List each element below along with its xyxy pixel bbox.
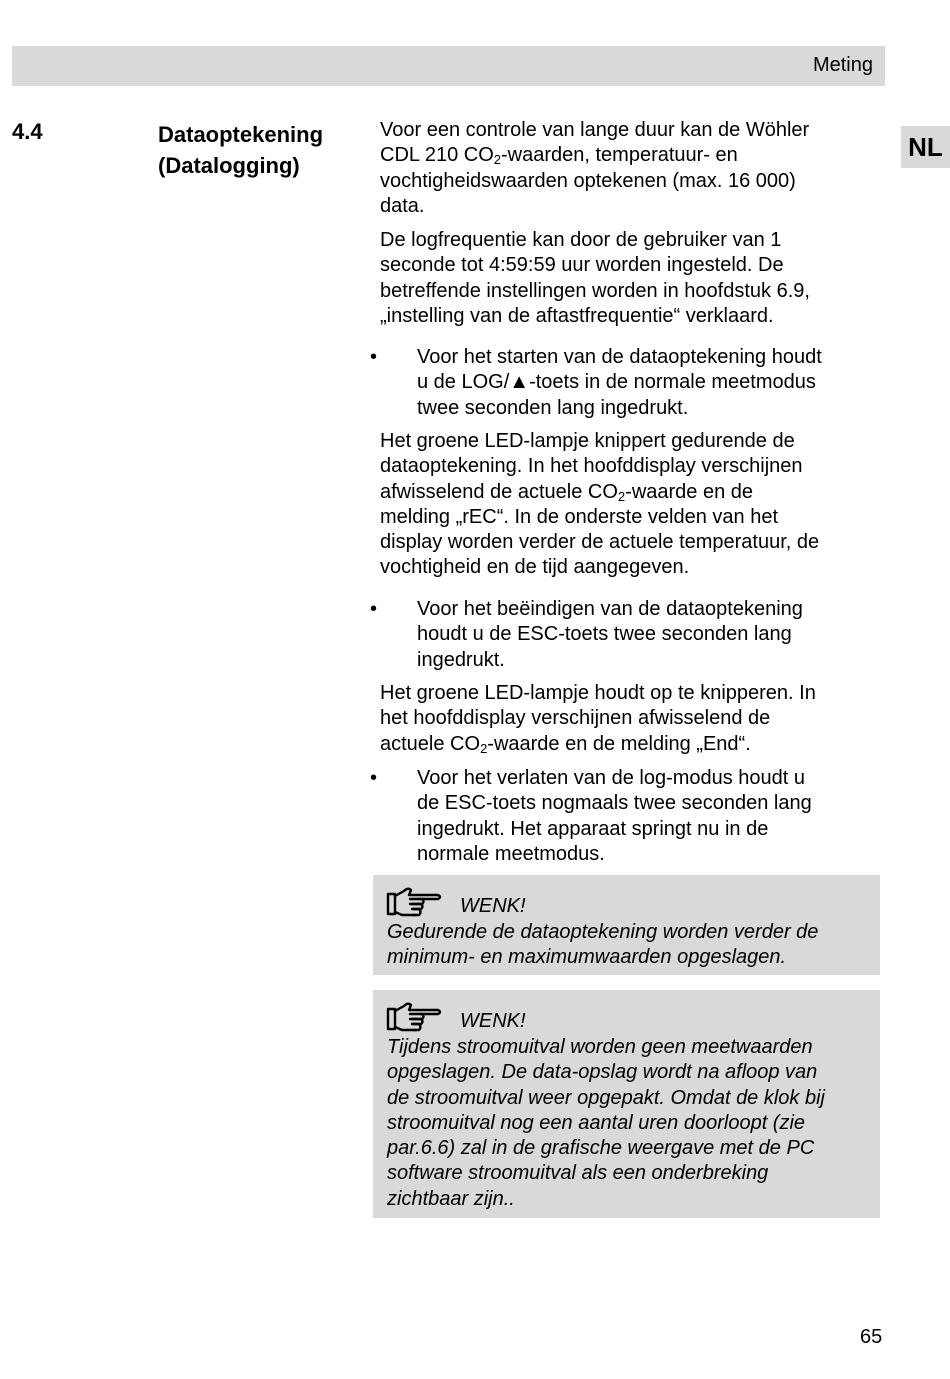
text-line: CDL 210 $CO_2$-waarden, temperatuur- en — [380, 144, 738, 168]
bullet-dot: • — [370, 346, 378, 368]
text-line: Voor het beëindigen van de dataoptekening — [417, 598, 803, 620]
text-line: Voor het verlaten van de log-modus houdt u — [417, 767, 806, 789]
text-line: Het groene LED-lampje houdt op te knipperen. In — [380, 682, 816, 704]
text-line: twee seconden lang ingedrukt. — [417, 396, 689, 419]
paragraph-led-stop — [380, 681, 872, 757]
text-line: dataoptekening. In het hoofddisplay verschijnen — [380, 455, 803, 478]
text-line: display worden verder de actuele temperatuur, de — [380, 531, 820, 554]
section-title-line: Dataoptekening — [158, 122, 324, 147]
text-line: zichtbaar zijn.. — [387, 1187, 515, 1210]
section-number: 4.4 — [12, 119, 43, 144]
bullet-text — [417, 597, 872, 673]
text-line: houdt u de ESC-toets twee seconden lang — [417, 623, 792, 646]
text-line: actuele $CO_2$-waarde en de melding „End“. — [380, 732, 751, 756]
text-line: vochtigheid en de tijd aangegeven. — [380, 556, 690, 579]
text-line: ingedrukt. — [417, 648, 505, 671]
text-line: Het groene LED-lampje knippert gedurende de — [380, 430, 795, 452]
text-line: De logfrequentie kan door de gebruiker van 1 — [380, 229, 782, 251]
paragraph-logfreq — [380, 228, 872, 329]
text-line: Gedurende de dataoptekening worden verder de — [387, 921, 819, 943]
text-line: stroomuitval nog een aantal uren doorloopt (zie — [387, 1111, 806, 1134]
bullet-text — [417, 766, 872, 867]
text-line: melding „rEC“. In de onderste velden van het — [380, 505, 778, 528]
bullet-dot: • — [370, 598, 378, 620]
text-line: Voor een controle van lange duur kan de Wöhler — [380, 119, 810, 141]
bullet-dot: • — [370, 767, 378, 789]
section-title-line: (Datalogging) — [158, 153, 300, 178]
text-line: seconde tot 4:59:59 uur worden ingesteld. De — [380, 254, 784, 277]
tip-title: WENK! — [460, 1010, 526, 1032]
running-header — [12, 46, 885, 86]
page-number: 65 — [860, 1326, 883, 1348]
text-line: afwisselend de actuele $CO_2$-waarde en de — [380, 480, 754, 504]
section-title — [158, 119, 323, 181]
text-line: u de LOG/▲-toets in de normale meetmodus — [417, 371, 816, 394]
running-header-section: Meting — [812, 54, 873, 76]
text-line: betreffende instellingen worden in hoofdstuk 6.9, — [380, 279, 810, 302]
paragraph-intro — [380, 118, 872, 219]
pointing-hand-icon — [386, 1000, 444, 1034]
tip-box — [373, 990, 880, 1218]
text-line: normale meetmodus. — [417, 842, 605, 865]
text-line: de ESC-toets nogmaals twee seconden lang — [417, 792, 812, 815]
text-line: data. — [380, 194, 425, 217]
text-line: de stroomuitval weer opgepakt. Omdat de klok bij — [387, 1086, 825, 1109]
tip-title: WENK! — [460, 895, 526, 917]
paragraph-led-blink — [380, 429, 872, 581]
text-line: minimum- en maximumwaarden opgeslagen. — [387, 946, 787, 969]
text-line: vochtigheidswaarden optekenen (max. 16 000) — [380, 169, 796, 192]
text-line: ingedrukt. Het apparaat springt nu in de — [417, 817, 769, 840]
tip-box — [373, 875, 880, 975]
tip-body — [387, 1035, 877, 1212]
pointing-hand-icon — [386, 885, 444, 919]
bullet-text — [417, 345, 872, 421]
text-line: par.6.6) zal in de grafische weergave met de PC — [387, 1137, 815, 1160]
text-line: Tijdens stroomuitval worden geen meetwaarden — [387, 1036, 813, 1058]
text-line: software stroomuitval als een onderbreking — [387, 1162, 769, 1185]
text-line: „instelling van de aftastfrequentie“ verklaard. — [380, 304, 774, 327]
language-tab: NL — [901, 126, 950, 168]
text-line: Voor het starten van de dataoptekening houdt — [417, 346, 822, 368]
text-line: opgeslagen. De data-opslag wordt na afloop van — [387, 1061, 818, 1084]
text-line: het hoofddisplay verschijnen afwisselend de — [380, 707, 771, 730]
tip-body — [387, 920, 877, 971]
